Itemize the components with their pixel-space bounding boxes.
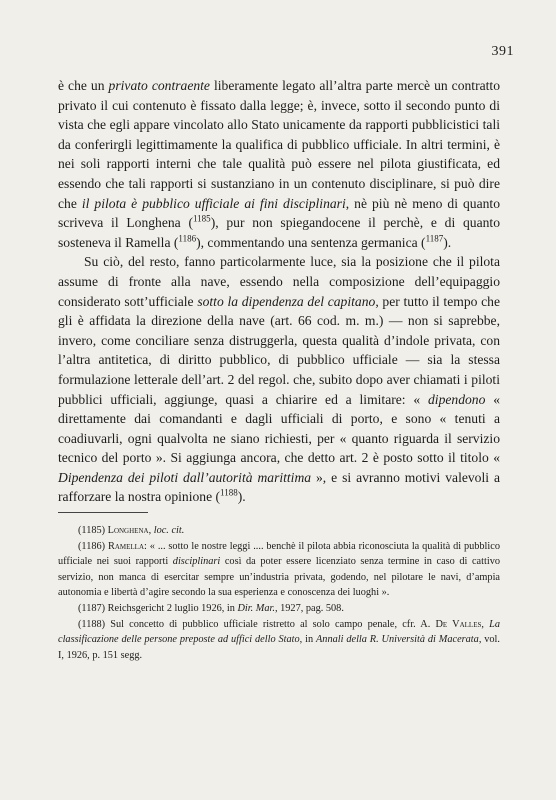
footnote-1186 xyxy=(58,539,500,601)
text-run: è che un xyxy=(58,78,109,93)
text-run: , vol. I, 1926, p. 151 segg. xyxy=(58,634,500,661)
italic-run: dipendono xyxy=(428,391,486,407)
text-run: , xyxy=(481,618,490,630)
text-run: », e si avranno motivi valevoli a rafforzare la nostra opinione ( xyxy=(58,469,500,505)
footnote-1187 xyxy=(58,601,500,617)
italic-run: privato contraente xyxy=(108,78,210,93)
text-run: « direttamente dai comandanti e dagli ufficiali di porto, e sono « tenuti a coadiuvarli, ogni qualvolta ne siano richiesti, per « quanto riguarda il servizio tecnico del porto ». Si aggiunga ancora, che detto art. 2 è posto sotto il titolo « xyxy=(58,391,500,466)
text-run: ), pur non spiegandocene il perchè, e di quanto sosteneva il Ramella ( xyxy=(58,215,501,250)
footnote-ref-1188[interactable]: 1188 xyxy=(220,487,238,498)
text-run: ). xyxy=(237,489,246,505)
footnotes xyxy=(58,523,500,663)
footnote-ref-1186[interactable]: 1186 xyxy=(178,233,197,244)
italic-run: disciplinari xyxy=(172,556,221,568)
footnote-number: (1188) xyxy=(78,618,106,630)
footnote-author: Ramella xyxy=(107,540,145,552)
footnote-number: (1186) xyxy=(78,540,106,552)
text-run: Sul concetto di pubblico ufficiale ristretto al solo campo penale, cfr. A. xyxy=(105,618,436,630)
paragraph-1 xyxy=(58,76,500,252)
italic-run: sotto la dipendenza del capitano xyxy=(197,293,376,309)
italic-run: loc. cit. xyxy=(153,525,185,536)
text-run: Reichsgericht 2 luglio 1926, in xyxy=(105,602,238,614)
italic-run: La classificazione delle persone preposte ad uffici dello Stato xyxy=(58,618,501,646)
text-run: , 1927, pag. 508. xyxy=(274,602,344,614)
text-run: : « ... sotto le nostre leggi .... benchè il pilota abbia riconosciuta la qualità di pubblico ufficiale nei suoi rapporti xyxy=(58,540,501,568)
text-run: , in xyxy=(299,634,317,646)
text-run: Su ciò, del resto, fanno particolarmente luce, sia la posizione che il pilota assume di fronte alla nave, essendo nella composizione dell’equipaggio considerato sott’ufficiale xyxy=(58,254,500,309)
footnote-1188 xyxy=(58,617,500,664)
footnote-1185 xyxy=(58,523,500,539)
italic-run: Dir. Mar. xyxy=(237,602,275,614)
text-run: , per tutto il tempo che gli è affidata la direzione della nave (art. 66 cod. m. m.) — non si saprebbe, invero, come conciliare senza distruggerla, questa qualità d’indole privata, con l’altra antitetica, di diritto pubblico, di pubblico ufficiale — sia la stessa formulazione letterale dell’art. 2 del regol. che, subito dopo aver chiamati i piloti pubblici ufficiali, aggiunge, quasi a chiarire ed a limitare: « xyxy=(58,293,500,407)
footnote-divider xyxy=(58,512,148,513)
text-run: liberamente legato all’altra parte mercè un contratto privato il cui contenuto è fissato dalla legge; è, invece, sotto il secondo punto di vista che egli appare vincolato allo Stato unicamente da rapporti pubblicistici tali da conferirgli legittimamente la qualifica di pubblico ufficiale. In altri termini, è nei soli rapporti interni che tale qualità può essere nel pilota giustificata, ed essendo che tali rapporti si sustanziano in un contenuto disciplinare, si può dire che xyxy=(58,78,500,211)
text-run: , nè più nè meno di quanto scriveva il Longhena ( xyxy=(58,195,500,231)
footnote-number: (1187) xyxy=(78,602,106,614)
footnote-ref-1187[interactable]: 1187 xyxy=(425,233,444,244)
italic-run: Annali della R. Università di Macerata xyxy=(316,634,479,646)
paragraph-2 xyxy=(58,252,500,507)
text-run: così da poter essere licenziato senza termine in caso di cattivo servizio, non manca di esercitar sempre un’industria privata, godendo, nel pilotare le navi, d’ampia autonomia e libertà d’agire secondo la sua esperienza e conoscenza dei luoghi ». xyxy=(58,556,500,599)
text-run: , xyxy=(148,525,154,536)
text-run: ), commentando una sentenza germanica ( xyxy=(196,234,426,250)
footnote-number: (1185) xyxy=(78,525,106,536)
main-text xyxy=(58,76,500,507)
italic-run: Dipendenza dei piloti dall’autorità marittima xyxy=(58,469,312,485)
italic-run: il pilota è pubblico ufficiale ai fini disciplinari xyxy=(81,195,346,211)
text-run: ). xyxy=(443,234,452,250)
footnote-author: De Valles xyxy=(435,618,482,630)
page-number: 391 xyxy=(491,44,514,59)
footnote-ref-1185[interactable]: 1185 xyxy=(193,213,211,224)
footnote-author: Longhena xyxy=(107,525,149,536)
